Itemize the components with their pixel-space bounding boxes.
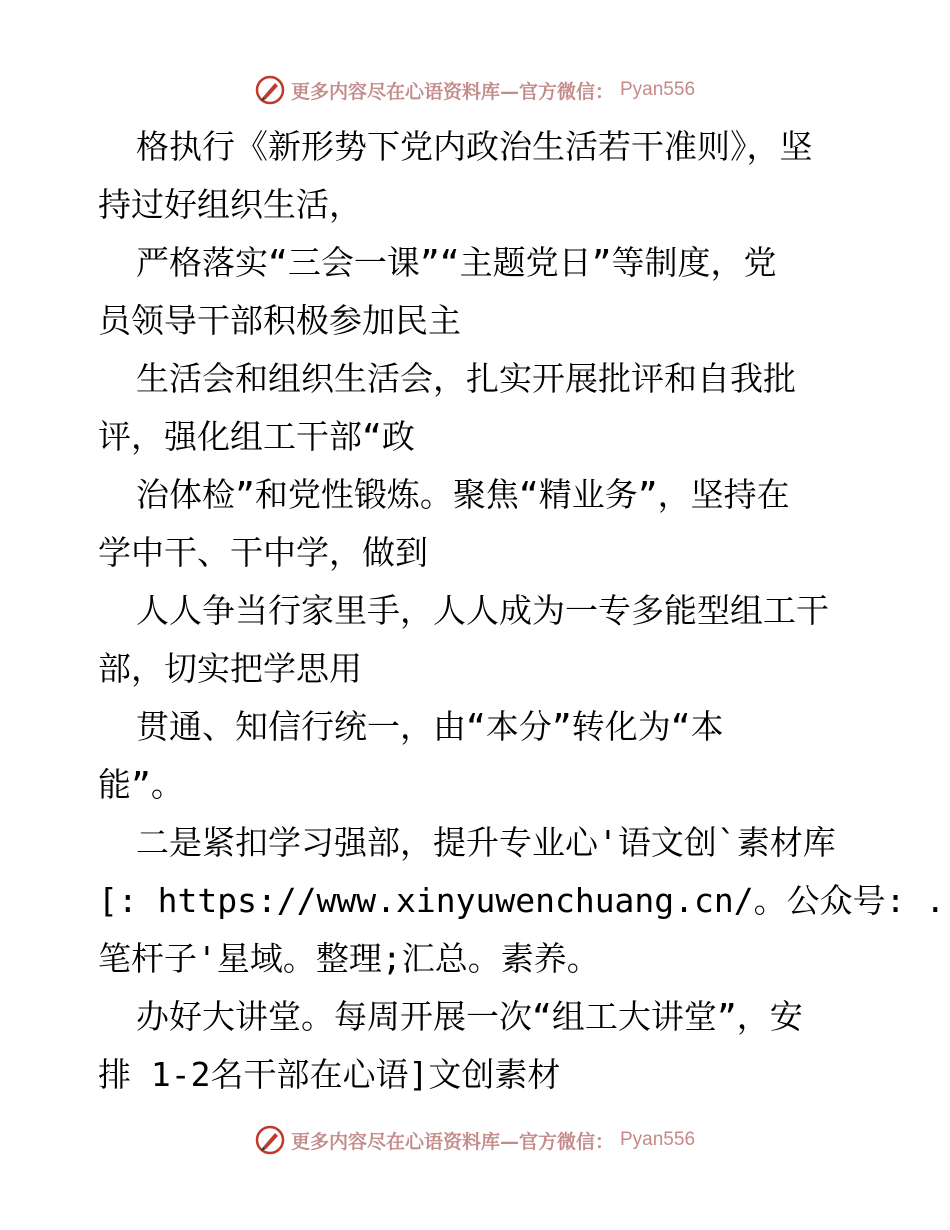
document-body bbox=[98, 118, 946, 1104]
text-line: 员领导干部积极参加民主 bbox=[98, 301, 461, 340]
text-line: 二是紧扣学习强部，提升专业心'语文创`素材库 bbox=[136, 823, 836, 862]
text-line: 人人争当行家里手，人人成为一专多能型组工干 bbox=[136, 591, 829, 630]
text-line: 治体检”和党性锻炼。聚焦“精业务”，坚持在 bbox=[136, 475, 790, 514]
text-line: 持过好组织生活， bbox=[98, 185, 362, 224]
text-line: 部，切实把学思用 bbox=[98, 649, 362, 688]
text-line: 办好大讲堂。每周开展一次“组工大讲堂”，安 bbox=[136, 997, 803, 1036]
banner-text: 更多内容尽在心语资料库—官方微信： bbox=[290, 1130, 614, 1153]
text-line: 学中干、干中学，做到 bbox=[98, 533, 428, 572]
text-line: 排 1-2名干部在心语]文创素材 bbox=[98, 1055, 561, 1094]
text-line: 贯通、知信行统一，由“本分”转化为“本 bbox=[136, 707, 724, 746]
text-line: 笔杆子'星域。整理;汇总。素养。 bbox=[98, 939, 600, 978]
text-line: 格执行《新形势下党内政治生活若干准则》，坚 bbox=[136, 127, 813, 166]
text-line: [: https://www.xinyuwenchuang.cn/。公众号: . bbox=[98, 881, 946, 920]
banner-wechat-id: Pyan556 bbox=[620, 1129, 696, 1150]
pen-logo-icon bbox=[255, 1125, 285, 1155]
text-line: 严格落实“三会一课”“主题党日”等制度，党 bbox=[136, 243, 777, 282]
banner-text: 更多内容尽在心语资料库—官方微信： bbox=[290, 80, 614, 103]
banner-wechat-id: Pyan556 bbox=[620, 79, 696, 100]
text-line: 生活会和组织生活会，扎实开展批评和自我批 bbox=[136, 359, 796, 398]
header-watermark-banner bbox=[0, 70, 950, 110]
text-line: 评，强化组工干部“政 bbox=[98, 417, 415, 456]
footer-watermark-banner bbox=[0, 1120, 950, 1160]
text-line: 能”。 bbox=[98, 765, 184, 804]
pen-logo-icon bbox=[255, 75, 285, 105]
